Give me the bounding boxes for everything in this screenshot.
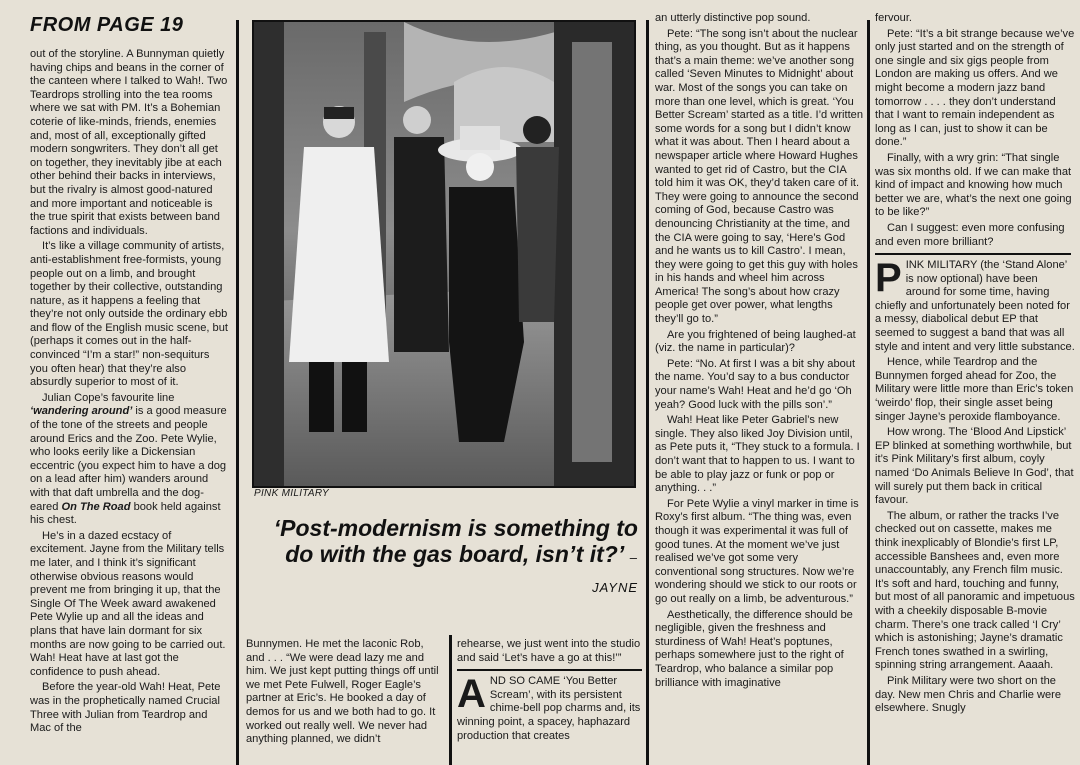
col3-paragraph-1: rehearse, we just went into the studio and said ‘Let’s have a go at this!’”: [457, 638, 641, 664]
col5-paragraph-4: Can I suggest: even more confusing and even more brilliant?: [875, 221, 1065, 248]
book-title: On The Road: [61, 500, 131, 513]
photo-caption: PINK MILITARY: [254, 488, 330, 499]
col5-paragraph-7: How wrong. The ‘Blood And Lipstick’ EP blinked at something worthwhile, but it’s Pink Military’s first album, coyly named ‘Do Animals Believe In God’, that will surely put them back in critical favour.: [875, 426, 1074, 507]
col1-paragraph-3: Julian Cope’s favourite line ‘wandering around’ is a good measure of the tone of the streets and people around Erics and the Zoo. Pete Wylie, who looks eerily like a Dickensian eccentric (you expect him to have a dog on a lead after him) wanders around with that daft umbrella and the dog-eared On The Road book held against his chest.: [30, 391, 227, 527]
col5-paragraph-5: PINK MILITARY (the ‘Stand Alone’ is now optional) have been around for some time, having chiefly and unfortunately been noted for a messy, diabolical debut EP that seemed to suggest a band that was all style and intent and very little substance.: [875, 256, 1075, 353]
band-photo: [252, 20, 636, 488]
pull-quote-text: ‘Post-modernism is something to do with the gas board, isn’t it?’: [273, 515, 638, 567]
col2-paragraph-1: Bunnymen. He met the laconic Rob, and . . . “We were dead lazy me and him. We just kept putting things off until we met Pete Fulwell, Roger Eagle’s partner at Eric’s. He booked a day of demos for us and we both had to go. It worked out really well. We never had anything planned, we didn’t: [246, 638, 439, 746]
col1-paragraph-4: He’s in a dazed ecstacy of excitement. Jayne from the Military tells me later, and I think it’s significant otherwise obvious reasons would prevent me from bringing it up, that the Single Of The Week award awakened Pete Wylie up and all the ideas and plans that have lain dormant for six months are now going to be carried out. Wah! Heat have at last got the confidence to push ahead.: [30, 529, 226, 678]
col4-paragraph-6: For Pete Wylie a vinyl marker in time is Roxy’s first album. “The thing was, even though it was experimental it was full of good tunes. At the moment we’ve just realised we’ve got some very conventional song structures. Now we’re wondering should we stick to our roots or go out really on a limb, be adventurous.”: [655, 497, 859, 605]
col1-paragraph-2: It’s like a village community of artists, anti-establishment free-formists, young people out on a limb, and brought together by their collective, outstanding nature, as it happens a feeling that they’re not only outside the ordinary ebb and flow of the English music scene, but (perhaps it comes out in the half-convinced “I’m a star!” non-sequiturs you often hear) that they’re also absurdly superior to most of it.: [30, 240, 228, 389]
col5-paragraph-1: fervour.: [875, 12, 912, 24]
continued-from-header: FROM PAGE 19: [30, 14, 184, 36]
column-divider-4: [867, 20, 870, 765]
article-column-2: [246, 638, 443, 765]
column-divider-3: [646, 20, 649, 765]
col4-paragraph-1: an utterly distinctive pop sound.: [655, 12, 811, 24]
col5-paragraph-9: Pink Military were two short on the day. New men Chris and Charlie were elsewhere. Snugly: [875, 674, 1061, 715]
col3-paragraph-2: AND SO CAME ‘You Better Scream’, with its persistent chime-bell pop charms and, its winning point, a spacey, haphazard production that creates: [457, 672, 641, 742]
section-rule: [457, 669, 642, 671]
drop-cap: A: [457, 672, 486, 717]
column-divider-1: [236, 20, 239, 765]
article-column-3: [457, 638, 642, 765]
column-divider-2: [449, 635, 452, 765]
pull-quote: [258, 515, 638, 601]
col5-paragraph-2: Pete: “It’s a bit strange because we’ve only just started and on the strength of one single and six gigs people from London are making us offers. And we might become a modern jazz band tomorrow . . . . they don’t understand that I want to remain independent as long as I can, just to show it can be done.”: [875, 27, 1075, 149]
col5-paragraph-6: Hence, while Teardrop and the Bunnymen forged ahead for Zoo, the Military were little more than Eric’s token ‘weirdo’ flop, their single asset being singer Jayne’s peroxide flamboyance.: [875, 356, 1074, 423]
article-column-4: [655, 12, 863, 765]
drop-cap-2: P: [875, 256, 902, 301]
band-photo-image: [254, 22, 634, 486]
quoted-line: ‘wandering around’: [30, 405, 133, 418]
col5-paragraph-8: The album, or rather the tracks I’ve checked out on cassette, makes me think inexplicably of Blondie’s first LP, accessible Banshees and, even more unaccountably, any French film music. It’s soft and hard, touching and funny, but most of all panoramic and impetuous with a cheekily disposable B-movie charm. There’s one track called ‘I Cry’ which is astonishing; Jayne’s dramatic French tones swathed in a swirling, spinning string arrangement. Aaaah.: [875, 509, 1075, 672]
section-rule-2: [875, 253, 1071, 255]
article-column-1: [30, 48, 230, 765]
col4-paragraph-3: Are you frightened of being laughed-at (viz. the name in particular)?: [655, 328, 856, 355]
col5-paragraph-3: Finally, with a wry grin: “That single was six months old. If we can make that kind of impact and knowing how much better we are, what’s the next one going to be like?”: [875, 151, 1072, 219]
col4-paragraph-2: Pete: “The song isn’t about the nuclear thing, as you thought. But as it happens that’s a main theme: we’ve another song called ‘Seven Minutes to Midnight’ about war. Most of the songs you can take on more than one level, which is great. ‘You Better Scream’ started as a title. I’d written some words for a song but I didn’t know what it was about. Then I heard about a newspaper article where Howard Hughes wanted to get rid of Castro, but the CIA told him it was OK, they’d taken care of it. They were going to announce the second coming of God, because Castro was denouncing Christianity at the time, and the CIA were going to say, ‘Here’s God and he wants us to kill Castro’. I mean, they were going to get this guy with holes in his hands and wheel him across America! The song’s about how crazy people get over power, what lengths they’ll go to.”: [655, 27, 863, 326]
col4-paragraph-5: Wah! Heat like Peter Gabriel’s new single. They also liked Joy Division until, as Pete puts it, “They stuck to a formula. I don’t want that to happen to us. I want to be able to play jazz or funk or pop or anything. . .”: [655, 414, 860, 495]
col1-paragraph-1: out of the storyline. A Bunnyman quietly having chips and beans in the corner of the canteen where I talked to Wah!. Two Teardrops strolling into the tea rooms where we sat with PM. It’s a Bohemian coterie of like-minds, friends, enemies and, most of all, exceptionally gifted modern songwriters. They don’t all get on together, they inevitably jibe at each other behind their backs in interviews, but the rivalry is almost good-natured and more important and noticeable is the true spirit that exists between band factions and individuals.: [30, 48, 228, 237]
col4-paragraph-4: Pete: “No. At first I was a bit shy about the name. You’d say to a bus conductor your name’s Wah! Heat and he’d go ‘Oh yeah? Good luck with the pills son’.”: [655, 357, 856, 411]
pull-quote-attribution: – JAYNE: [592, 550, 638, 595]
article-column-5: [875, 12, 1075, 765]
col1-paragraph-5: Before the year-old Wah! Heat, Pete was in the prophetically named Crucial Three with Julian from Teardrop and Mac of the: [30, 681, 221, 735]
col4-paragraph-7: Aesthetically, the difference should be negligible, given the freshness and sturdiness of Wah! Heat’s poptunes, perhaps somewhere just to the right of Teardrop, who balance a similar pop brilliance with imaginative: [655, 608, 853, 689]
